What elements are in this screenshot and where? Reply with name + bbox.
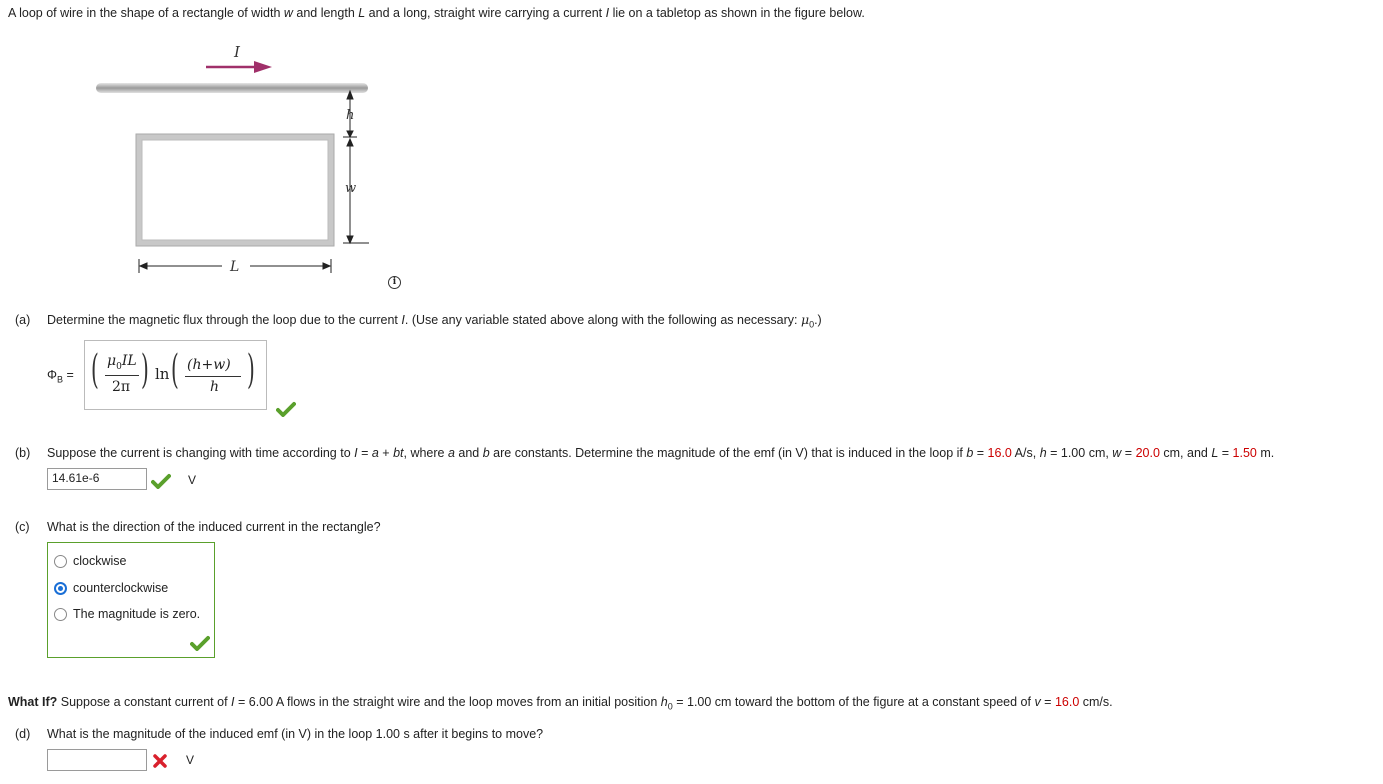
part-a-question: (a) Determine the magnetic flux through the loop due to the current I. (Use any variable stated above along with the following as necessary: $\mu_0$.) [15, 312, 822, 330]
unit-label-d: V [186, 753, 195, 767]
current-label: I [234, 43, 240, 61]
emf-answer-input-d[interactable] [47, 749, 147, 771]
formula-den1: 2π [112, 379, 131, 395]
check-icon [190, 635, 210, 651]
flux-answer-field[interactable]: ( $\mu_0IL$ 2π ) ln ( (h+w) h ) [84, 340, 267, 410]
x-icon [152, 753, 168, 769]
formula-den2: h [210, 379, 220, 395]
emf-answer-input-b[interactable]: 14.61e-6 [47, 468, 147, 490]
part-c-question: (c) What is the direction of the induced current in the rectangle? [15, 520, 381, 534]
check-icon [276, 401, 296, 417]
formula-ln: ln [155, 365, 170, 383]
part-b-question: (b) Suppose the current is changing with time according to I = a + bt, where a and b are constants. Determine the magnitude of the emf (in V) that is induced in the loop if b = 16.0 A/s, h = 1.00 cm, w = 20.0 cm, and L = 1.50 m. [15, 446, 1275, 460]
radio-button[interactable] [54, 608, 67, 621]
check-icon [151, 473, 171, 489]
option-clockwise[interactable]: clockwise [54, 554, 127, 568]
radio-button-selected[interactable] [54, 582, 67, 595]
wire-loop-figure [0, 0, 420, 300]
w-label: w [345, 181, 357, 196]
h-label: h [346, 108, 355, 123]
option-zero[interactable]: The magnitude is zero. [54, 607, 200, 621]
radio-button[interactable] [54, 555, 67, 568]
straight-wire [96, 83, 368, 93]
info-icon[interactable]: i [388, 276, 401, 289]
formula-num2: (h+w) [187, 357, 231, 373]
wire-loop [139, 137, 331, 243]
problem-intro: A loop of wire in the shape of a rectangle of width w and length L and a long, straight wire carrying a current I lie on a tabletop as shown in the figure below. [8, 6, 865, 20]
what-if-text: What If? Suppose a constant current of I = 6.00 A flows in the straight wire and the loop moves from an initial position $h_0 = 1.00$ cm toward the bottom of the figure at a constant speed of v = 16.0 cm/s. [8, 695, 1113, 712]
current-arrowhead [254, 61, 272, 73]
phi-b-label: $\Phi_B$ = [47, 368, 74, 385]
L-label: L [230, 259, 240, 275]
formula-num1: $\mu_0IL$ [107, 353, 137, 372]
unit-label-b: V [188, 473, 197, 487]
option-counterclockwise[interactable]: counterclockwise [54, 581, 168, 595]
part-d-question: (d) What is the magnitude of the induced emf (in V) in the loop 1.00 s after it begins to move? [15, 727, 544, 741]
direction-options [47, 542, 215, 658]
